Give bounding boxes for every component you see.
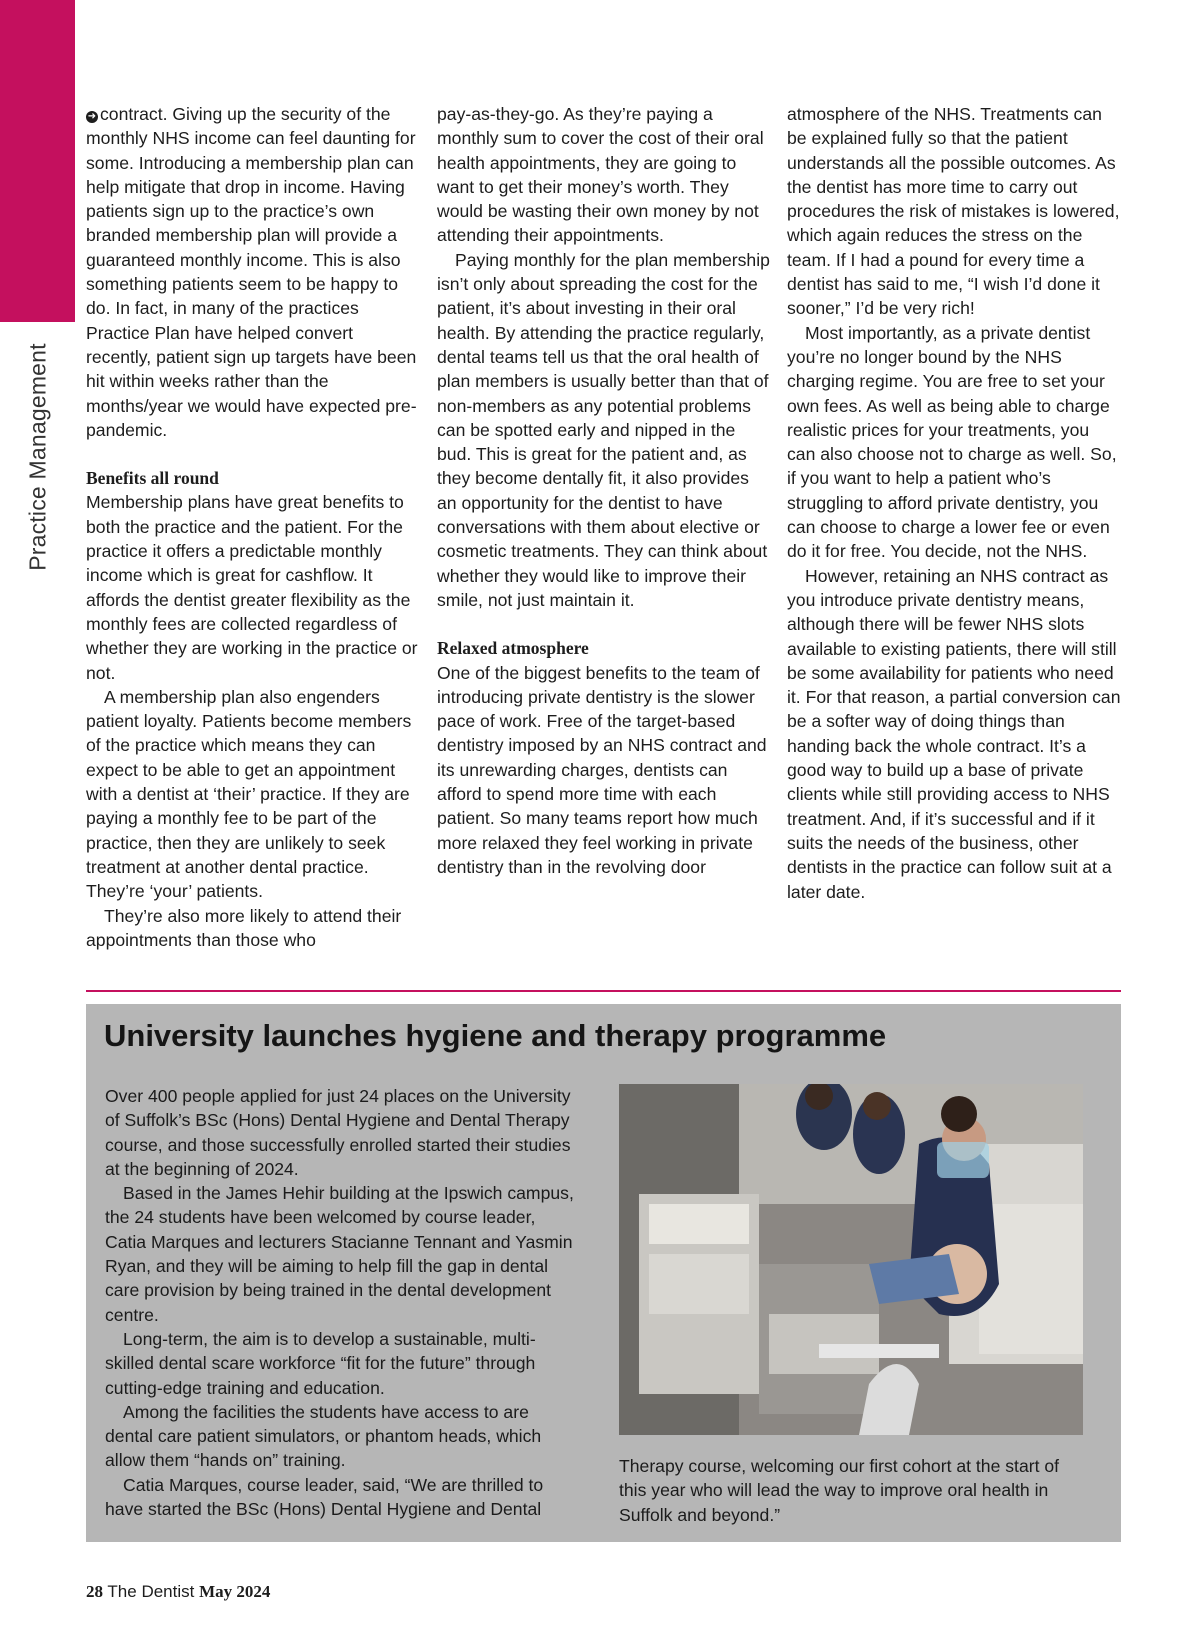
paragraph: A membership plan also engenders patient loyalty. Patients become members of the practice which means they can expect to be able to get an appointment with a dentist at ‘their’ practice. If they are paying a monthly fee to be part of the practice, then they are unlikely to seek treatment at another dental practice. They’re ‘your’ patients. (86, 686, 412, 902)
news-photo (619, 1084, 1083, 1435)
paragraph: ➜ contract. Giving up the security of the monthly NHS income can feel daunting for some. Introducing a membership plan can help mitigate that drop in income. Having patients sign up to the practice’s own branded membership plan will provide a guaranteed monthly income. This is also something patients seem to be happy to do. In fact, in many of the practices Practice Plan have helped convert recently, patient sign up targets have been hit within weeks rather than the months/year we would have expected pre-pandemic. (86, 104, 417, 440)
paragraph: atmosphere of the NHS. Treatments can be explained fully so that the patient understands all the possible outcomes. As the dentist has more time to carry out procedures the risk of mistakes is lowered, which again reduces the stress on the team. If I had a pound for every time a dentist has said to me, “I wish I’d done it sooner,” I’d be very rich! (787, 104, 1120, 319)
issue-date: May 2024 (199, 1582, 271, 1601)
magazine-name: The Dentist (107, 1582, 195, 1601)
article-column-3 (787, 102, 1122, 904)
paragraph: Most importantly, as a private dentist you’re no longer bound by the NHS charging regime. You are free to set your own fees. As well as being able to charge realistic prices for your treatments, you can also choose not to charge as well. So, if you want to help a patient who’s struggling to afford private dentistry, you can choose to charge a lower fee or even do it for free. You decide, not the NHS. (787, 322, 1117, 562)
paragraph: However, retaining an NHS contract as you introduce private dentistry means, although there will be fewer NHS slots available to existing patients, there will still be some availability for patients who need it. For that reason, a partial conversion can be a softer way of doing things than handing back the whole contract. It’s a good way to build up a base of private clients while still providing access to NHS treatment. And, if it’s successful and if it suits the needs of the business, other dentists in the practice can follow suit at a later date. (787, 565, 1121, 902)
paragraph: Membership plans have great benefits to both the practice and the patient. For the practice it offers a predictable monthly income which is great for cashflow. It affords the dentist greater flexibility as the monthly fees are collected regardless of whether they are working in the practice or not. (86, 492, 418, 683)
paragraph: Over 400 people applied for just 24 places on the University of Suffolk’s BSc (Hons) Dental Hygiene and Dental Therapy course, and those successfully enrolled started their studies at the beginning of 2024. (105, 1086, 571, 1179)
arrow-continuation-icon: ➜ (87, 111, 97, 122)
paragraph: pay-as-they-go. As they’re paying a monthly sum to cover the cost of their oral health appointments, they are going to want to get their money’s worth. They would be wasting their own money by not attending their appointments. (437, 104, 764, 246)
paragraph: One of the biggest benefits to the team of introducing private dentistry is the slower pace of work. Free of the target-based dentistry imposed by an NHS contract and its unrewarding charges, dentists can afford to spend more time with each patient. So many teams report how much more relaxed they feel working in private dentistry than in the revolving door (437, 662, 767, 877)
page-footer (86, 1582, 270, 1602)
subheading-relaxed-atmosphere: Relaxed atmosphere (437, 638, 589, 659)
paragraph: Paying monthly for the plan membership isn’t only about spreading the cost for the patient, it’s about investing in their oral health. By attending the practice regularly, dental teams tell us that the oral health of plan members is usually better than that of non-members as any potential problems can be spotted early and nipped in the bud. This is great for the patient and, as they become dentally fit, it also provides an opportunity for the dentist to have conversations with them about elective or cosmetic treatments. They can think about whether they would like to improve their smile, not just maintain it. (437, 249, 770, 610)
dental-training-photo (619, 1084, 1083, 1435)
paragraph: They’re also more likely to attend their appointments than those who (86, 905, 402, 950)
paragraph: Among the facilities the students have access to are dental care patient simulators, or phantom heads, which allow them “hands on” training. (105, 1401, 542, 1471)
article-column-2 (437, 102, 772, 879)
news-headline: University launches hygiene and therapy programme (104, 1018, 887, 1053)
subheading-benefits: Benefits all round (86, 468, 219, 489)
photo-caption: Therapy course, welcoming our first cohort at the start of this year who will lead the way to improve oral health in Suffolk and beyond.” (619, 1456, 1060, 1525)
page-number: 28 (86, 1582, 103, 1601)
news-body (105, 1084, 579, 1521)
paragraph: Based in the James Hehir building at the Ipswich campus, the 24 students have been welcomed by course leader, Catia Marques and lecturers Stacianne Tennant and Yasmin Ryan, and they will be aiming to help fill the gap in dental care provision by being trained in the dental development centre. (105, 1183, 574, 1325)
section-label: Practice Management (24, 343, 51, 571)
article-column-1 (86, 102, 421, 952)
magazine-accent-bar (0, 0, 75, 322)
paragraph: Catia Marques, course leader, said, “We are thrilled to have started the BSc (Hons) Dental Hygiene and Dental (105, 1474, 544, 1520)
section-divider (86, 990, 1121, 992)
paragraph: Long-term, the aim is to develop a sustainable, multi-skilled dental scare workforce “fit for the future” through cutting-edge training and education. (105, 1328, 536, 1398)
news-box (86, 1004, 1121, 1542)
